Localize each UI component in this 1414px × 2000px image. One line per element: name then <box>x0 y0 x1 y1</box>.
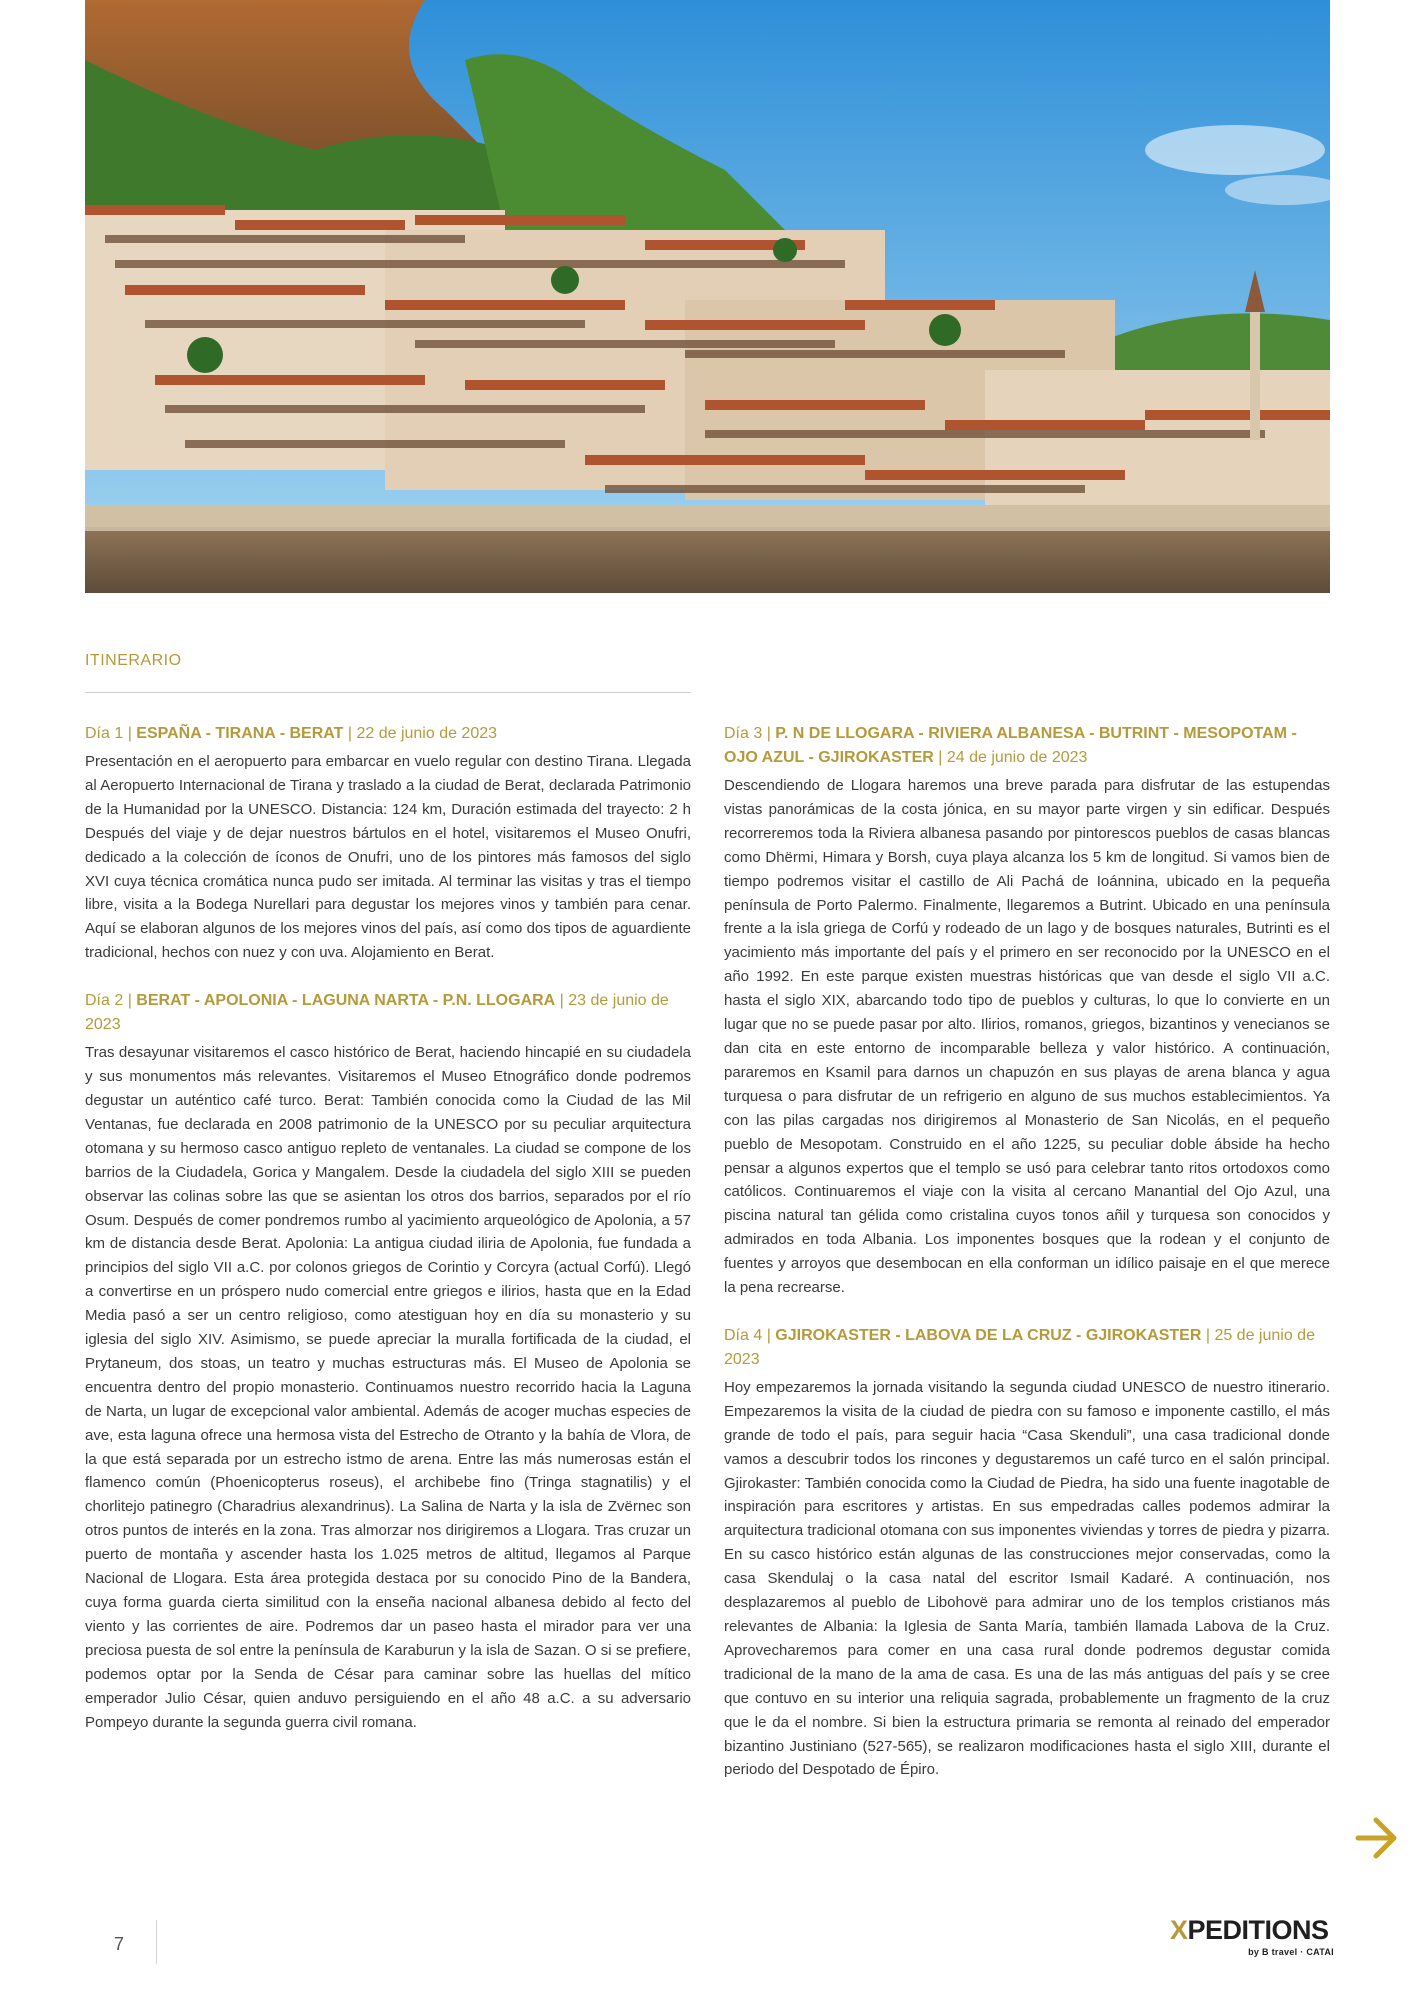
day-2 <box>85 989 691 1734</box>
left-column <box>85 722 691 1758</box>
day-1-route: ESPAÑA - TIRANA - BERAT <box>136 725 344 742</box>
logo-subtitle: by B travel · CATAI <box>1248 1947 1334 1957</box>
page-number: 7 <box>114 1934 125 1954</box>
day-4-number: Día 4 | <box>724 1326 776 1344</box>
day-1-number: Día 1 | <box>85 725 137 742</box>
day-4-date: | 25 de junio de 2023 <box>724 1326 1315 1368</box>
day-1 <box>85 722 691 965</box>
day-4-route: GJIROKASTER - LABOVA DE LA CRUZ - GJIROKASTER <box>775 1326 1202 1344</box>
section-title: ITINERARIO <box>85 652 182 669</box>
logo-x: X <box>1170 1915 1188 1945</box>
xpeditions-logo <box>1170 1915 1336 1961</box>
day-1-text: Presentación en el aeropuerto para embarcar en vuelo regular con destino Tirana. Llegada al Aeropuerto Internacional de Tirana y traslado a la ciudad de Berat, declarada Patrimonio de la Humanidad por la UNESCO. Distancia: 124 km, Duración estimada del trayecto: 2 h Después del viaje y de dejar nuestros bártulos en el hotel, visitaremos el Museo Onufri, dedicado a la colección de íconos de Onufri, uno de los pintores más famosos del siglo XVI cuya técnica cromática nunca pudo ser imitada. Al terminar las visitas y tras el tiempo libre, visita a la Bodega Nurellari para degustar los mejores vinos y también para cenar. Aquí se elaboran algunos de los mejores vinos del país, así como dos tipos de aguardiente tradicional, hechos con nuez y con uva. Alojamiento en Berat. <box>85 753 691 962</box>
berat-town-illustration <box>85 0 1330 593</box>
day-3-text: Descendiendo de Llogara haremos una breve parada para disfrutar de las estupendas vistas panorámicas de la costa jónica, en su mayor parte virgen y sin edificar. Después recorreremos toda la Riviera albanesa pasando por pintorescos pueblos de casas blancas como Dhërmi, Himara y Borsh, cuya playa alcanza los 5 km de longitud. Si vamos bien de tiempo podremos visitar el castillo de Ali Pachá de Ioánnina, ubicado en la pequeña península de Porto Palermo. Finalmente, llegaremos a Butrint. Ubicado en una península frente a la isla griega de Corfú y rodeado de un lago y de bosques naturales, Butrinti es el yacimiento más importante del país y el primero en ser reconocido por la UNESCO en el año 1992. En este parque existen muestras históricas que van desde el siglo VII a.C. hasta el siglo XIX, abarcando todo tipo de pueblos y culturas, lo que lo convierte en un lugar que no se puede pasar por alto. Ilirios, romanos, griegos, bizantinos y venecianos se dan cita en este entorno de incomparable belleza y valor histórico. A continuación, pararemos en Ksamil para darnos un chapuzón en sus playas de arena blanca y agua turquesa o para disfrutar de un refrigerio en alguno de sus muchos establecimientos. Ya con las pilas cargadas nos dirigiremos al Monasterio de San Nicolás, en el pequeño pueblo de Mesopotam. Construido en el año 1225, su peculiar doble ábside ha hecho pensar a algunos expertos que el templo se usó para celebrar tanto ritos ortodoxos como católicos. Continuaremos el viaje con la visita al cercano Manantial del Ojo Azul, una piscina natural tan gélida como cristalina cuyos tonos añil y turquesa son conocidos y admirados en toda Albania. Los imponentes bosques que la rodean y el conjunto de fuentes y arroyos que desembocan en ella conforman un idílico paisaje en el que merece la pena recrearse. <box>724 777 1330 1297</box>
section-divider <box>85 692 691 693</box>
day-3-number: Día 3 | <box>724 725 776 742</box>
day-2-heading <box>85 989 691 1037</box>
right-column <box>724 722 1330 1806</box>
hero-photo <box>85 0 1330 593</box>
day-2-number: Día 2 | <box>85 992 137 1010</box>
arrow-right-icon-svg <box>1354 1812 1398 1864</box>
footer-divider <box>156 1920 157 1964</box>
arrow-right-icon[interactable] <box>1354 1812 1398 1864</box>
day-4 <box>724 1324 1330 1782</box>
day-3 <box>724 722 1330 1300</box>
day-4-text: Hoy empezaremos la jornada visitando la segunda ciudad UNESCO de nuestro itinerario. Empezaremos la visita de la ciudad de piedra con su famoso e imponente castillo, el más grande de todo el país, para seguir hacia “Casa Skenduli”, una casa tradicional donde vamos a descubrir todos los rincones y degustaremos un café turco en el salón principal. Gjirokaster: También conocida como la Ciudad de Piedra, ha sido una fuente inagotable de inspiración para escritores y artistas. En sus empedradas calles podemos admirar la arquitectura tradicional otomana con sus imponentes viviendas y torres de piedra y pizarra. En su casco histórico están algunas de las construcciones mejor conservadas, como la casa Skendulaj o la casa natal del escritor Ismail Kadaré. A continuación, nos desplazaremos al pueblo de Libohovë para admirar uno de los templos cristianos más relevantes de Albania: la Iglesia de Santa María, también llamada Labova de la Cruz. Aprovecharemos para comer en una casa rural donde podremos degustar comida tradicional de la mano de la ama de casa. Es una de las más antiguas del país y se cree que contuvo en su interior una reliquia sagrada, probablemente un fragmento de la cruz que le da el nombre. Si bien la estructura primaria se remonta al reinado del emperador bizantino Justiniano (527-565), se realizaron modificaciones hasta el siglo XIII, durante el periodo del Despotado de Épiro. <box>724 1378 1330 1779</box>
day-3-route: P. N DE LLOGARA - RIVIERA ALBANESA - BUTRINT - MESOPOTAM - OJO AZUL - GJIROKASTER <box>724 725 1297 766</box>
day-2-route: BERAT - APOLONIA - LAGUNA NARTA - P.N. LLOGARA <box>136 992 556 1010</box>
day-1-date: | 22 de junio de 2023 <box>343 725 498 742</box>
day-3-date: | 24 de junio de 2023 <box>933 749 1088 766</box>
logo-wordmark <box>1170 1915 1329 1945</box>
logo-rest: PEDITIONS <box>1187 1915 1329 1945</box>
day-3-heading <box>724 722 1330 770</box>
day-2-date: | 23 de junio de 2023 <box>85 992 669 1034</box>
day-2-text: Tras desayunar visitaremos el casco histórico de Berat, haciendo hincapié en su ciudadela y sus monumentos más relevantes. Visitaremos el Museo Etnográfico donde podremos degustar un auténtico café turco. Berat: También conocida como la Ciudad de las Mil Ventanas, fue declarada en 2008 patrimonio de la UNESCO por su peculiar arquitectura otomana y su hermoso casco antiguo repleto de ventanales. La ciudad se compone de los barrios de la Ciudadela, Gorica y Mangalem. Desde la ciudadela del siglo XIII se pueden observar las colinas sobre las que se asientan los otros dos barrios, separados por el río Osum. Después de comer pondremos rumbo al yacimiento arqueológico de Apolonia, a 57 km de distancia desde Berat. Apolonia: La antigua ciudad iliria de Apolonia, fue fundada a principios del siglo VII a.C. por colonos griegos de Corintio y Corcyra (actual Corfú). Llegó a convertirse en un próspero nudo comercial entre griegos e ilirios, hasta que en la Edad Media pasó a ser un centro religioso, como atestiguan hoy en día su monasterio y su iglesia del siglo XIV. Asimismo, se puede apreciar la muralla fortificada de la ciudad, el Prytaneum, dos stoas, un teatro y muchas estructuras más. El Museo de Apolonia se encuentra dentro del propio monasterio. Continuamos nuestro recorrido hacia la Laguna de Narta, un lugar de excepcional valor ambiental. Además de acoger muchas especies de ave, esta laguna ofrece una hermosa vista del Estrecho de Otranto y la bahía de Vlora, de la que está separada por un estrecho istmo de arena. Entre las más numerosas están el flamenco común (Phoenicopterus roseus), el archibebe fino (Tringa stagnatilis) y el chorlitejo patinegro (Charadrius alexandrinus). La Salina de Narta y la isla de Zvërnec son otros puntos de interés en la zona. Tras almorzar nos dirigiremos a Llogara. Tras cruzar un puerto de montaña y ascender hasta los 1.025 metros de altitud, llegamos al Parque Nacional de Llogara. Esta área protegida destaca por su conocido Pino de la Bandera, cuya forma guarda cierta similitud con la enseña nacional albanesa debido al fecto del viento y las corrientes de aire. Podremos dar un paseo hasta el mirador para ver una preciosa puesta de sol entre la península de Karaburun y la isla de Sazan. O si se prefiere, podemos optar por la Senda de César para caminar sobre las huellas del mítico emperador Julio César, quien anduvo persiguiendo en el año 48 a.C. a su adversario Pompeyo durante la segunda guerra civil romana. <box>85 1044 691 1731</box>
day-1-heading <box>85 722 691 746</box>
day-4-heading <box>724 1324 1330 1372</box>
